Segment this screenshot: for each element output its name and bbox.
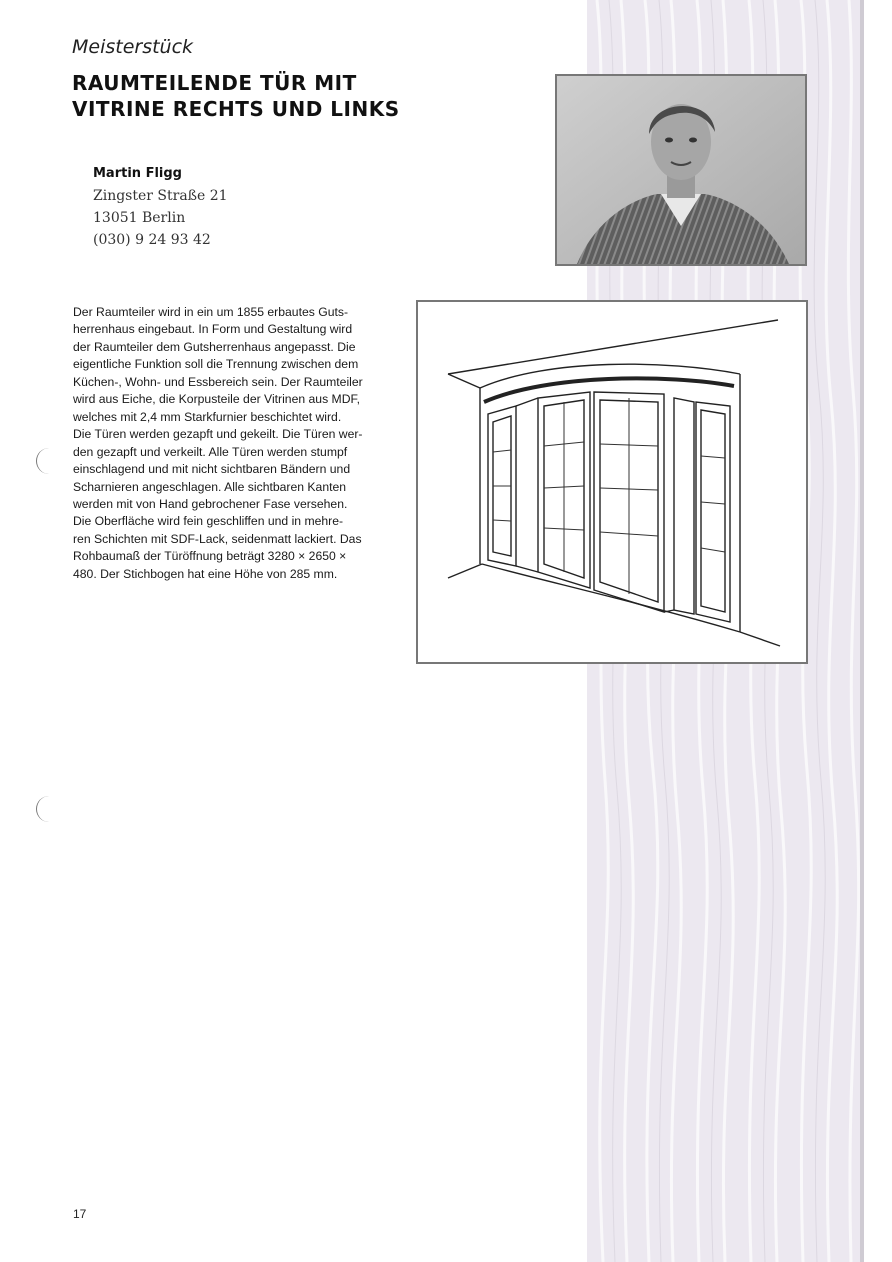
portrait-illustration (557, 76, 805, 264)
body-line: Die Oberfläche wird fein geschliffen und in mehre- (73, 514, 344, 529)
page-number: 17 (73, 1207, 87, 1221)
punch-hole-mark (36, 448, 51, 474)
room-divider-drawing (416, 300, 808, 664)
body-line: Rohbaumaß der Türöffnung beträgt 3280 × 2650 × (73, 549, 347, 564)
body-line: Der Raumteiler wird in ein um 1855 erbautes Guts- (73, 305, 349, 319)
page-title-line-1: RAUMTEILENDE TÜR MIT (72, 71, 357, 95)
panel-edge (860, 0, 864, 1262)
body-line: Die Türen werden gezapft und gekeilt. Die Türen wer- (73, 427, 363, 442)
contact-phone: (030) 9 24 93 42 (93, 232, 211, 248)
contact-block (93, 163, 228, 251)
punch-hole-mark (36, 796, 51, 822)
body-line: den gezapft und verkeilt. Alle Türen werden stumpf (73, 444, 348, 459)
body-line: eigentliche Funktion soll die Trennung zwischen dem (73, 357, 359, 372)
body-line: einschlagend und mit nicht sichtbaren Bändern und (73, 462, 351, 477)
page-title (72, 70, 542, 122)
body-line: wird aus Eiche, die Korpusteile der Vitrinen aus MDF, (73, 392, 360, 407)
body-text (73, 304, 398, 583)
body-line: Küchen-, Wohn- und Essbereich sein. Der Raumteiler (73, 374, 363, 389)
body-line: der Raumteiler dem Gutsherrenhaus angepasst. Die (73, 339, 356, 354)
body-line: Scharnieren angeschlagen. Alle sichtbaren Kanten (73, 479, 347, 494)
page-title-line-2: VITRINE RECHTS UND LINKS (72, 97, 400, 121)
contact-street: Zingster Straße 21 (93, 188, 228, 204)
body-line: herrenhaus eingebaut. In Form und Gestaltung wird (73, 322, 353, 337)
body-line: welches mit 2,4 mm Starkfurnier beschichtet wird. (73, 409, 342, 424)
contact-city: 13051 Berlin (93, 210, 186, 226)
room-divider-illustration (418, 302, 806, 662)
section-kicker: Meisterstück (72, 36, 194, 58)
contact-name: Martin Fligg (93, 166, 182, 181)
body-line: werden mit von Hand gebrochener Fase versehen. (73, 496, 348, 511)
body-line: ren Schichten mit SDF-Lack, seidenmatt lackiert. Das (73, 531, 362, 546)
portrait-photo (555, 74, 807, 266)
body-line: 480. Der Stichbogen hat eine Höhe von 285 mm. (73, 566, 338, 581)
